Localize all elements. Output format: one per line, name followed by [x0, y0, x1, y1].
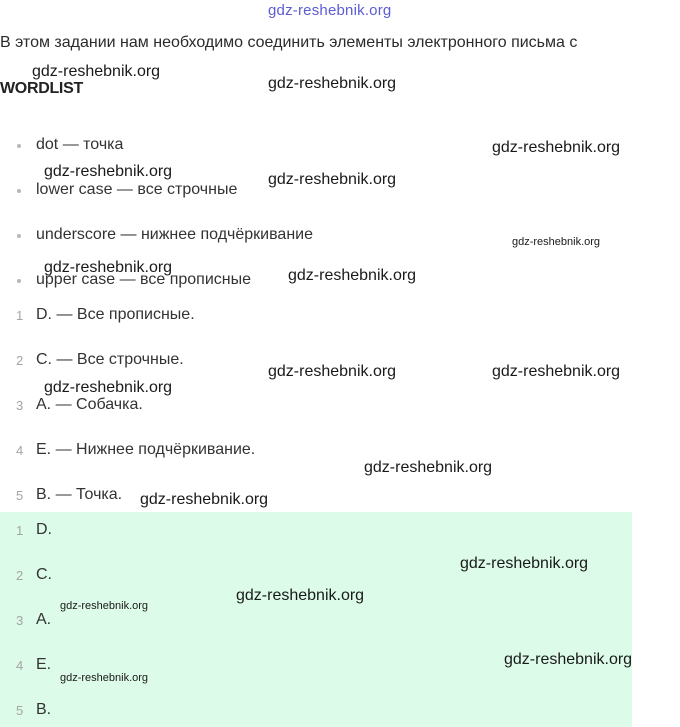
- watermark: gdz-reshebnik.org: [504, 651, 633, 668]
- item-number: 2: [16, 353, 24, 368]
- watermark: gdz-reshebnik.org: [44, 379, 173, 396]
- item-number: 5: [16, 703, 24, 718]
- item-number: 3: [16, 398, 24, 413]
- item-number: 3: [16, 613, 24, 628]
- bullet-icon: [17, 144, 21, 148]
- watermark: gdz-reshebnik.org: [268, 363, 397, 380]
- watermark: gdz-reshebnik.org: [140, 491, 269, 508]
- watermark: gdz-reshebnik.org: [236, 587, 365, 604]
- watermark: gdz-reshebnik.org: [60, 600, 149, 612]
- wordlist-item-text: lower case — все строчные: [36, 181, 238, 198]
- answer-text: D.: [36, 521, 52, 538]
- explanation-text: E. — Нижнее подчёркивание.: [36, 441, 256, 458]
- explanation-text: A. — Собачка.: [36, 396, 143, 413]
- watermark: gdz-reshebnik.org: [268, 171, 397, 188]
- watermark: gdz-reshebnik.org: [288, 267, 417, 284]
- item-number: 4: [16, 658, 24, 673]
- intro-text: В этом задании нам необходимо соединить элементы электронного письма с: [0, 34, 578, 51]
- explanation-text: B. — Точка.: [36, 486, 123, 503]
- explanation-text: D. — Все прописные.: [36, 306, 195, 323]
- watermark: gdz-reshebnik.org: [492, 363, 621, 380]
- wordlist-item-text: underscore — нижнее подчёркивание: [36, 226, 313, 243]
- watermark: gdz-reshebnik.org: [44, 259, 173, 276]
- item-number: 4: [16, 443, 24, 458]
- wordlist-heading: WORDLIST: [0, 80, 83, 97]
- watermark: gdz-reshebnik.org: [32, 63, 161, 80]
- watermark: gdz-reshebnik.org: [268, 75, 397, 92]
- bullet-icon: [17, 189, 21, 193]
- answer-text: A.: [36, 611, 52, 628]
- site-header[interactable]: gdz-reshebnik.org: [268, 2, 392, 19]
- answer-text: B.: [36, 701, 52, 718]
- watermark: gdz-reshebnik.org: [364, 459, 493, 476]
- item-number: 2: [16, 568, 24, 583]
- watermark: gdz-reshebnik.org: [44, 163, 173, 180]
- explanation-text: C. — Все строчные.: [36, 351, 184, 368]
- answer-box: [0, 512, 632, 727]
- answer-text: C.: [36, 566, 52, 583]
- wordlist-item-text: upper case — все прописные: [36, 271, 252, 288]
- watermark: gdz-reshebnik.org: [460, 555, 589, 572]
- item-number: 1: [16, 308, 24, 323]
- bullet-icon: [17, 279, 21, 283]
- watermark: gdz-reshebnik.org: [492, 139, 621, 156]
- item-number: 5: [16, 488, 24, 503]
- answer-text: E.: [36, 656, 52, 673]
- bullet-icon: [17, 234, 21, 238]
- item-number: 1: [16, 523, 24, 538]
- wordlist-item-text: dot — точка: [36, 136, 124, 153]
- watermark: gdz-reshebnik.org: [512, 236, 601, 248]
- watermark: gdz-reshebnik.org: [60, 672, 149, 684]
